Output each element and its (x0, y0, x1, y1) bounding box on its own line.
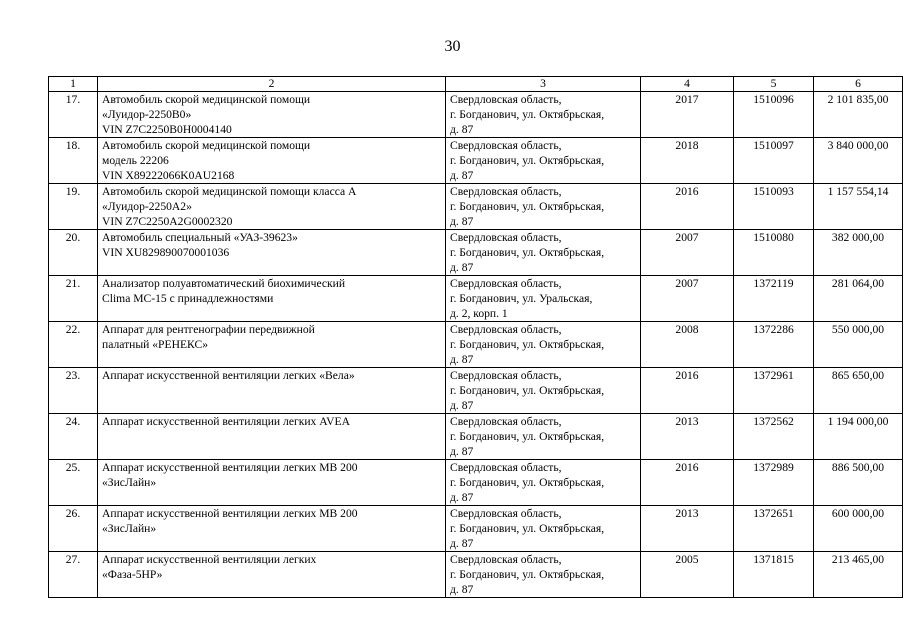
table-row (49, 184, 903, 230)
property-registry-table (48, 76, 903, 598)
item-name-line: Автомобиль скорой медицинской помощи (102, 139, 311, 152)
header-col-6: 6 (814, 77, 903, 92)
inventory-number-cell: 1510096 (734, 92, 814, 138)
address-line: д. 87 (450, 537, 474, 550)
item-name-line: модель 22206 (102, 154, 169, 167)
header-row (49, 77, 903, 92)
item-name-line: Аппарат искусственной вентиляции легких МВ 200 (102, 461, 358, 474)
table-row (49, 552, 903, 598)
cost-cell: 600 000,00 (814, 506, 903, 552)
item-name-line: VIN Z7C2250A2G0002320 (102, 215, 233, 228)
item-name-line: Анализатор полуавтоматический биохимический (102, 277, 346, 290)
table-row (49, 276, 903, 322)
table-row (49, 506, 903, 552)
table-body (49, 92, 903, 598)
address-line: д. 87 (450, 491, 474, 504)
item-name-line: Автомобиль специальный «УАЗ-39623» (102, 231, 298, 244)
row-number-cell: 25. (49, 460, 98, 506)
item-name-cell (98, 184, 446, 230)
address-cell (446, 460, 641, 506)
address-line: Свердловская область, (450, 461, 562, 474)
cost-cell: 2 101 835,00 (814, 92, 903, 138)
address-line: Свердловская область, (450, 139, 562, 152)
address-line: г. Богданович, ул. Октябрьская, (450, 154, 605, 167)
page-number: 30 (444, 38, 461, 55)
inventory-number-cell: 1510097 (734, 138, 814, 184)
address-line: Свердловская область, (450, 369, 562, 382)
address-line: г. Богданович, ул. Октябрьская, (450, 384, 605, 397)
year-cell: 2005 (641, 552, 734, 598)
address-line: д. 87 (450, 445, 474, 458)
cost-cell: 1 194 000,00 (814, 414, 903, 460)
item-name-cell (98, 460, 446, 506)
item-name-line: Clima MC-15 с принадлежностями (102, 292, 274, 305)
cost-cell: 865 650,00 (814, 368, 903, 414)
year-cell: 2018 (641, 138, 734, 184)
inventory-number-cell: 1372562 (734, 414, 814, 460)
cost-cell: 281 064,00 (814, 276, 903, 322)
year-cell: 2016 (641, 460, 734, 506)
address-line: г. Богданович, ул. Уральская, (450, 292, 593, 305)
inventory-number-cell: 1372286 (734, 322, 814, 368)
address-cell (446, 138, 641, 184)
year-cell: 2016 (641, 184, 734, 230)
cost-cell: 213 465,00 (814, 552, 903, 598)
row-number-cell: 24. (49, 414, 98, 460)
address-line: г. Богданович, ул. Октябрьская, (450, 246, 605, 259)
address-line: Свердловская область, (450, 553, 562, 566)
address-line: Свердловская область, (450, 277, 562, 290)
table-header (49, 77, 903, 92)
table-row (49, 138, 903, 184)
row-number-cell: 17. (49, 92, 98, 138)
item-name-line: палатный «РЕНЕКС» (102, 338, 209, 351)
row-number-cell: 19. (49, 184, 98, 230)
inventory-number-cell: 1510080 (734, 230, 814, 276)
year-cell: 2007 (641, 276, 734, 322)
address-line: д. 87 (450, 123, 474, 136)
address-line: д. 2, корп. 1 (450, 307, 508, 320)
year-cell: 2008 (641, 322, 734, 368)
address-line: Свердловская область, (450, 185, 562, 198)
address-cell (446, 552, 641, 598)
item-name-cell (98, 368, 446, 414)
table-row (49, 92, 903, 138)
address-line: Свердловская область, (450, 323, 562, 336)
item-name-cell (98, 276, 446, 322)
inventory-number-cell: 1371815 (734, 552, 814, 598)
table-row (49, 414, 903, 460)
row-number-cell: 27. (49, 552, 98, 598)
cost-cell: 3 840 000,00 (814, 138, 903, 184)
item-name-line: Автомобиль скорой медицинской помощи (102, 93, 311, 106)
address-cell (446, 414, 641, 460)
address-line: д. 87 (450, 353, 474, 366)
item-name-line: VIN XU829890070001036 (102, 246, 230, 259)
row-number-cell: 18. (49, 138, 98, 184)
address-line: д. 87 (450, 215, 474, 228)
item-name-line: Аппарат для рентгенографии передвижной (102, 323, 315, 336)
address-line: Свердловская область, (450, 231, 562, 244)
inventory-number-cell: 1510093 (734, 184, 814, 230)
row-number-cell: 26. (49, 506, 98, 552)
item-name-line: «Луидор-2250В0» (102, 108, 192, 121)
address-line: г. Богданович, ул. Октябрьская, (450, 200, 605, 213)
address-line: д. 87 (450, 169, 474, 182)
address-cell (446, 92, 641, 138)
header-col-3: 3 (446, 77, 641, 92)
address-line: г. Богданович, ул. Октябрьская, (450, 430, 605, 443)
item-name-line: Автомобиль скорой медицинской помощи класса А (102, 185, 357, 198)
address-line: г. Богданович, ул. Октябрьская, (450, 108, 605, 121)
cost-cell: 886 500,00 (814, 460, 903, 506)
address-cell (446, 322, 641, 368)
address-cell (446, 230, 641, 276)
address-cell (446, 506, 641, 552)
item-name-line: VIN X89222066K0AU2168 (102, 169, 235, 182)
header-col-5: 5 (734, 77, 814, 92)
table-row (49, 230, 903, 276)
row-number-cell: 22. (49, 322, 98, 368)
year-cell: 2017 (641, 92, 734, 138)
item-name-line: Аппарат искусственной вентиляции легких AVEA (102, 415, 350, 428)
inventory-number-cell: 1372961 (734, 368, 814, 414)
year-cell: 2016 (641, 368, 734, 414)
item-name-line: VIN Z7C2250B0H0004140 (102, 123, 232, 136)
inventory-number-cell: 1372989 (734, 460, 814, 506)
year-cell: 2013 (641, 414, 734, 460)
row-number-cell: 21. (49, 276, 98, 322)
address-line: г. Богданович, ул. Октябрьская, (450, 522, 605, 535)
item-name-line: «ЗисЛайн» (102, 476, 157, 489)
address-line: д. 87 (450, 583, 474, 596)
row-number-cell: 23. (49, 368, 98, 414)
item-name-line: «Фаза-5НР» (102, 568, 163, 581)
address-line: г. Богданович, ул. Октябрьская, (450, 568, 605, 581)
address-line: Свердловская область, (450, 507, 562, 520)
table-row (49, 368, 903, 414)
row-number-cell: 20. (49, 230, 98, 276)
cost-cell: 1 157 554,14 (814, 184, 903, 230)
cost-cell: 382 000,00 (814, 230, 903, 276)
item-name-line: Аппарат искусственной вентиляции легких «Вела» (102, 369, 355, 382)
item-name-cell (98, 506, 446, 552)
item-name-line: «Луидор-2250А2» (102, 200, 192, 213)
item-name-line: «ЗисЛайн» (102, 522, 157, 535)
address-cell (446, 276, 641, 322)
inventory-number-cell: 1372651 (734, 506, 814, 552)
item-name-cell (98, 322, 446, 368)
item-name-cell (98, 230, 446, 276)
address-line: д. 87 (450, 399, 474, 412)
address-line: Свердловская область, (450, 93, 562, 106)
header-col-2: 2 (98, 77, 446, 92)
inventory-number-cell: 1372119 (734, 276, 814, 322)
item-name-line: Аппарат искусственной вентиляции легких МВ 200 (102, 507, 358, 520)
item-name-cell (98, 92, 446, 138)
item-name-cell (98, 552, 446, 598)
address-cell (446, 184, 641, 230)
item-name-cell (98, 138, 446, 184)
table-row (49, 322, 903, 368)
address-line: д. 87 (450, 261, 474, 274)
address-line: г. Богданович, ул. Октябрьская, (450, 338, 605, 351)
item-name-cell (98, 414, 446, 460)
address-cell (446, 368, 641, 414)
address-line: Свердловская область, (450, 415, 562, 428)
item-name-line: Аппарат искусственной вентиляции легких (102, 553, 317, 566)
table-row (49, 460, 903, 506)
header-col-1: 1 (49, 77, 98, 92)
year-cell: 2007 (641, 230, 734, 276)
cost-cell: 550 000,00 (814, 322, 903, 368)
address-line: г. Богданович, ул. Октябрьская, (450, 476, 605, 489)
year-cell: 2013 (641, 506, 734, 552)
header-col-4: 4 (641, 77, 734, 92)
